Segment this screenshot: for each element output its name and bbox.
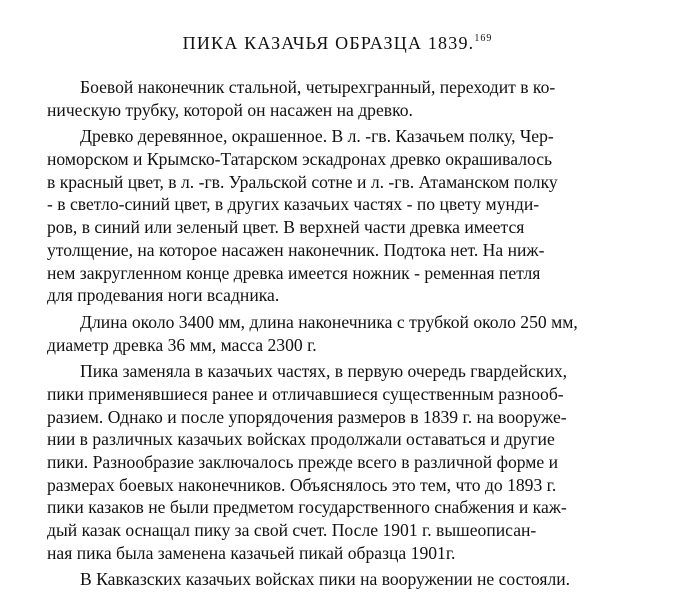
text-line: ров, в синий или зеленый цвет. В верхней части древка имеется <box>47 217 525 238</box>
text-line: Древко деревянное, окрашенное. В л. -гв. Казачьем полку, Чер- <box>80 126 554 147</box>
text-line: размерах боевых наконечников. Объяснялось это тем, что до 1893 г. <box>47 474 557 495</box>
text-line: дый казак оснащал пику за свой счет. После 1901 г. вышеописан- <box>47 520 537 541</box>
paragraph-1 <box>47 76 645 121</box>
text-line: нем закругленном конце древка имеется ножник - ременная петля <box>47 262 541 283</box>
page-title <box>0 33 675 54</box>
paragraph-5 <box>47 568 645 591</box>
text-line: Боевой наконечник стальной, четырехгранный, переходит в ко- <box>80 77 556 97</box>
document-body <box>47 76 645 595</box>
text-line: В Кавказских казачьих войсках пики на вооружении не состояли. <box>80 569 571 590</box>
paragraph-4 <box>47 360 645 564</box>
text-line: нии в различных казачьих войсках продолжали оставаться и другие <box>47 429 555 450</box>
text-line: пики применявшиеся ранее и отличавшиеся существенным разнооб- <box>47 383 564 404</box>
text-line: номорском и Крымско-Татарском эскадронах древко окрашивалось <box>47 149 553 170</box>
page-title-text: ПИКА КАЗАЧЬЯ ОБРАЗЦА 1839. <box>182 33 475 53</box>
text-line: Длина около 3400 мм, длина наконечника с трубкой около 250 мм, <box>80 311 578 332</box>
text-line: пики. Разнообразие заключалось прежде всего в различной форме и <box>47 452 559 472</box>
text-line: - в светло-синий цвет, в других казачьих частях - по цвету мунди- <box>47 194 540 215</box>
footnote-marker: 169 <box>474 33 493 44</box>
text-line: разием. Однако и после упорядочения размеров в 1839 г. на вооруже- <box>47 406 567 427</box>
paragraph-2 <box>47 125 645 307</box>
text-line: диаметр древка 36 мм, масса 2300 г. <box>47 334 317 355</box>
text-line: утолщение, на которое насажен наконечник. Подтока нет. На ниж- <box>47 239 545 260</box>
text-line: пики казаков не были предметом государственного снабжения и каж- <box>47 497 567 518</box>
text-line: для продевания ноги всадника. <box>47 285 280 306</box>
text-line: ная пика была заменена казачьей пикай образца 1901г. <box>47 542 456 563</box>
text-line: в красный цвет, в л. -гв. Уральской сотне и л. -гв. Атаманском полку <box>47 171 558 192</box>
text-line: ническую трубку, которой он насажен на древко. <box>47 99 413 120</box>
paragraph-3 <box>47 311 645 356</box>
text-line: Пика заменяла в казачьих частях, в первую очередь гвардейских, <box>80 361 568 382</box>
